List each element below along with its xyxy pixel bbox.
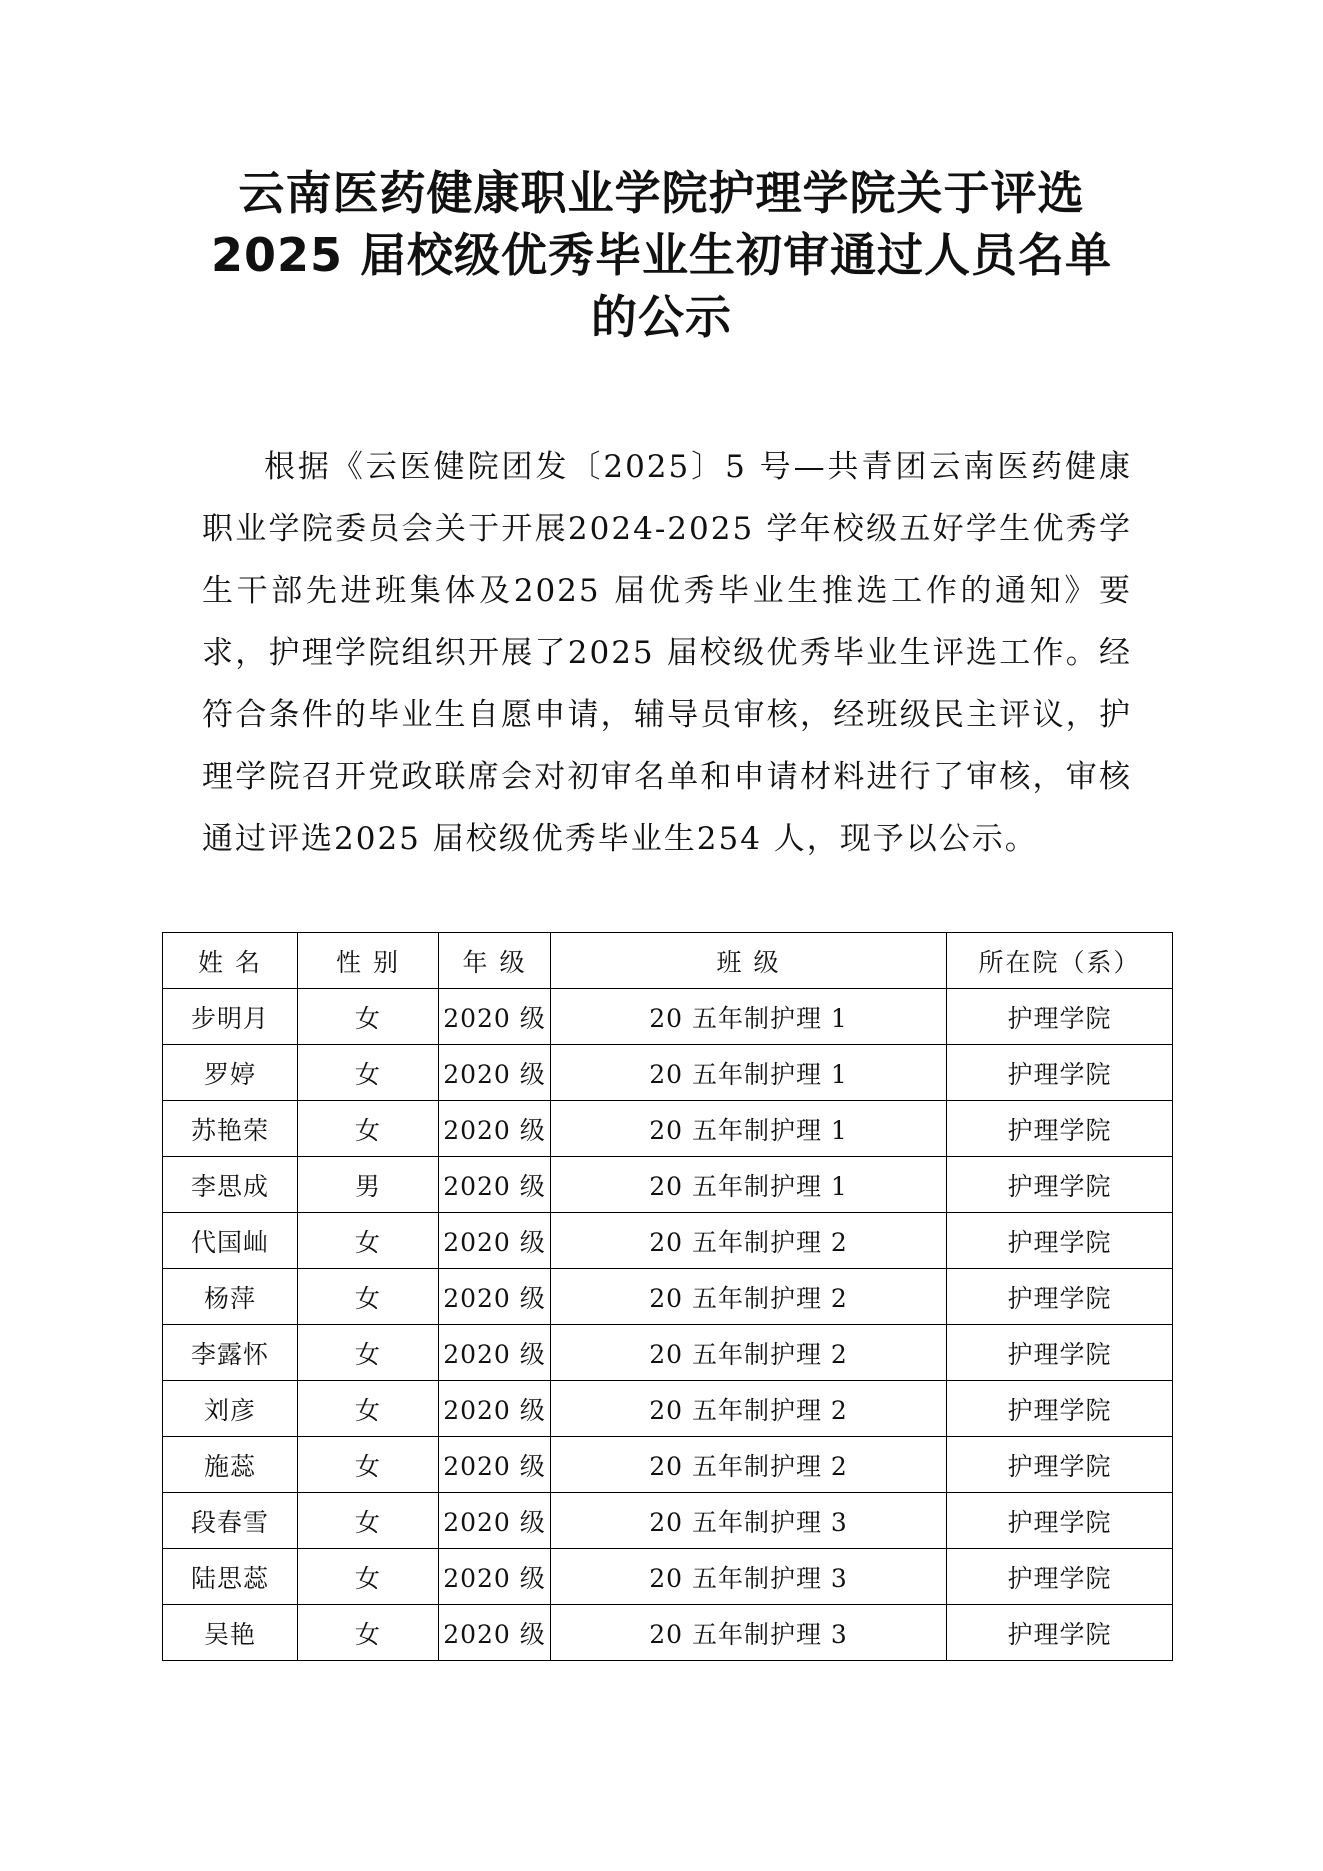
cell-gender: 女 <box>298 1605 439 1661</box>
cell-grade: 2020 级 <box>439 1269 551 1325</box>
cell-department: 护理学院 <box>947 1213 1173 1269</box>
cell-department: 护理学院 <box>947 1157 1173 1213</box>
cell-name: 李露怀 <box>163 1325 298 1381</box>
cell-class: 20 五年制护理 3 <box>551 1549 947 1605</box>
document-title <box>200 162 1123 348</box>
table-row <box>163 1437 1173 1493</box>
cell-department: 护理学院 <box>947 1381 1173 1437</box>
cell-grade: 2020 级 <box>439 1605 551 1661</box>
cell-class: 20 五年制护理 2 <box>551 1381 947 1437</box>
header-class: 班 级 <box>551 933 947 989</box>
cell-gender: 女 <box>298 1045 439 1101</box>
cell-grade: 2020 级 <box>439 1493 551 1549</box>
table-row <box>163 1381 1173 1437</box>
cell-class: 20 五年制护理 1 <box>551 1045 947 1101</box>
candidates-table <box>162 932 1173 1661</box>
cell-grade: 2020 级 <box>439 1549 551 1605</box>
header-grade: 年 级 <box>439 933 551 989</box>
table-body <box>163 989 1173 1661</box>
cell-gender: 女 <box>298 989 439 1045</box>
cell-department: 护理学院 <box>947 989 1173 1045</box>
cell-grade: 2020 级 <box>439 1101 551 1157</box>
table-row <box>163 1157 1173 1213</box>
cell-name: 罗婷 <box>163 1045 298 1101</box>
cell-gender: 男 <box>298 1157 439 1213</box>
table-row <box>163 1605 1173 1661</box>
table-row <box>163 1549 1173 1605</box>
cell-gender: 女 <box>298 1549 439 1605</box>
cell-gender: 女 <box>298 1101 439 1157</box>
cell-department: 护理学院 <box>947 1437 1173 1493</box>
cell-class: 20 五年制护理 1 <box>551 1157 947 1213</box>
cell-department: 护理学院 <box>947 1101 1173 1157</box>
cell-gender: 女 <box>298 1325 439 1381</box>
cell-class: 20 五年制护理 3 <box>551 1493 947 1549</box>
cell-gender: 女 <box>298 1213 439 1269</box>
cell-name: 刘彦 <box>163 1381 298 1437</box>
header-department: 所在院（系） <box>947 933 1173 989</box>
header-gender: 性 别 <box>298 933 439 989</box>
cell-department: 护理学院 <box>947 1325 1173 1381</box>
cell-name: 段春雪 <box>163 1493 298 1549</box>
cell-class: 20 五年制护理 2 <box>551 1213 947 1269</box>
title-line-2: 2025 届校级优秀毕业生初审通过人员名单 <box>210 228 1113 282</box>
cell-grade: 2020 级 <box>439 1381 551 1437</box>
header-name: 姓 名 <box>163 933 298 989</box>
cell-name: 步明月 <box>163 989 298 1045</box>
cell-class: 20 五年制护理 2 <box>551 1325 947 1381</box>
cell-department: 护理学院 <box>947 1605 1173 1661</box>
cell-class: 20 五年制护理 3 <box>551 1605 947 1661</box>
cell-department: 护理学院 <box>947 1045 1173 1101</box>
table-row <box>163 1493 1173 1549</box>
cell-grade: 2020 级 <box>439 1437 551 1493</box>
cell-name: 杨萍 <box>163 1269 298 1325</box>
table-row <box>163 989 1173 1045</box>
cell-department: 护理学院 <box>947 1493 1173 1549</box>
table-row <box>163 1213 1173 1269</box>
cell-grade: 2020 级 <box>439 1157 551 1213</box>
cell-name: 苏艳荣 <box>163 1101 298 1157</box>
cell-name: 吴艳 <box>163 1605 298 1661</box>
cell-department: 护理学院 <box>947 1549 1173 1605</box>
table-row <box>163 1325 1173 1381</box>
cell-class: 20 五年制护理 2 <box>551 1437 947 1493</box>
table-row <box>163 1045 1173 1101</box>
title-line-1: 云南医药健康职业学院护理学院关于评选 <box>238 166 1085 220</box>
cell-grade: 2020 级 <box>439 1045 551 1101</box>
cell-gender: 女 <box>298 1269 439 1325</box>
cell-name: 施蕊 <box>163 1437 298 1493</box>
announcement-paragraph: 根据《云医健院团发〔2025〕5 号—共青团云南医药健康职业学院委员会关于开展2024-2025 学年校级五好学生优秀学生干部先进班集体及2025 届优秀毕业生推选工作的通知》要求，护理学院组织开展了2025 届校级优秀毕业生评选工作。经符合条件的毕业生自愿申请，辅导员审核，经班级民主评议，护理学院召开党政联席会对初审名单和申请材料进行了审核，审核通过评选2025 届校级优秀毕业生254 人，现予以公示。 <box>202 449 1132 857</box>
title-line-3: 的公示 <box>591 290 732 344</box>
cell-name: 代国屾 <box>163 1213 298 1269</box>
cell-department: 护理学院 <box>947 1269 1173 1325</box>
cell-grade: 2020 级 <box>439 1213 551 1269</box>
cell-grade: 2020 级 <box>439 989 551 1045</box>
cell-gender: 女 <box>298 1381 439 1437</box>
cell-grade: 2020 级 <box>439 1325 551 1381</box>
cell-class: 20 五年制护理 2 <box>551 1269 947 1325</box>
cell-name: 李思成 <box>163 1157 298 1213</box>
cell-name: 陆思蕊 <box>163 1549 298 1605</box>
cell-class: 20 五年制护理 1 <box>551 1101 947 1157</box>
cell-class: 20 五年制护理 1 <box>551 989 947 1045</box>
cell-gender: 女 <box>298 1493 439 1549</box>
table-header-row <box>163 933 1173 989</box>
table-row <box>163 1101 1173 1157</box>
cell-gender: 女 <box>298 1437 439 1493</box>
table-row <box>163 1269 1173 1325</box>
